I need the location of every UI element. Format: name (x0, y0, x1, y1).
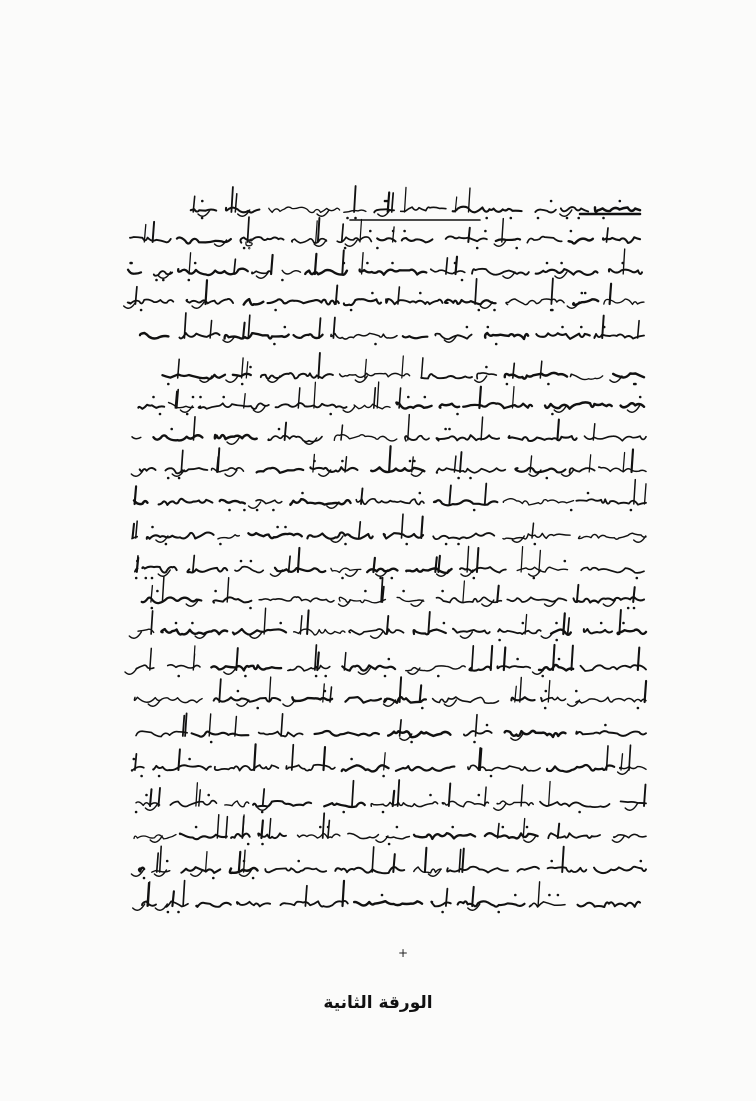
handwritten-manuscript-image (120, 180, 660, 940)
margin-mark: + (398, 946, 409, 960)
folio-caption: الورقة الثانية (323, 993, 433, 1013)
margin-mark: ؠ (245, 232, 254, 248)
